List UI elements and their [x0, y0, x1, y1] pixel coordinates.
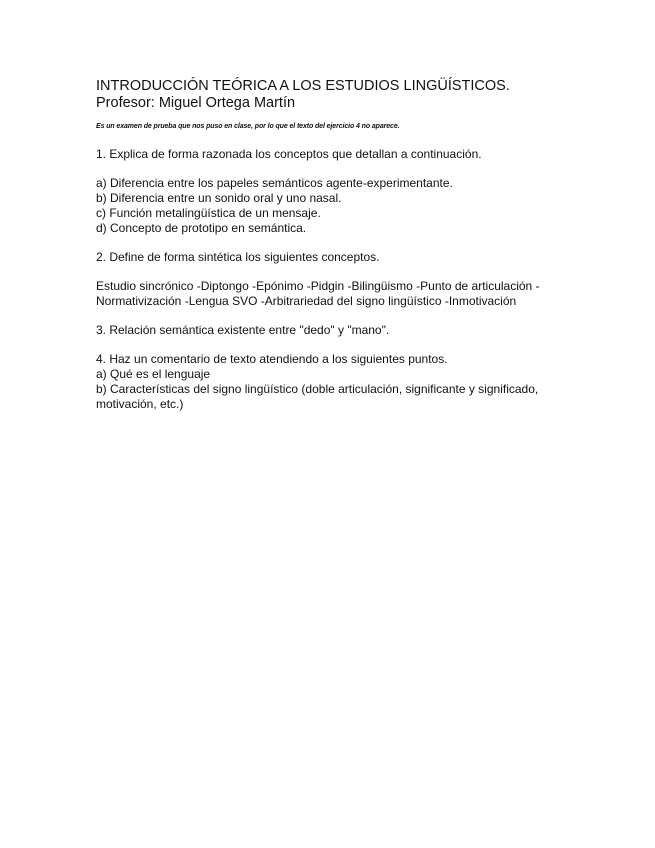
- spacer: [96, 265, 596, 279]
- question-1-item-a: a) Diferencia entre los papeles semánticos agente-experimentante.: [96, 176, 453, 190]
- exam-document: [96, 78, 596, 412]
- question-2: 2. Define de forma sintética los siguientes conceptos.: [96, 250, 380, 264]
- spacer: [96, 338, 596, 352]
- question-4-item-b: b) Características del signo lingüístico (doble articulación, significante y significado, motivación, etc.): [96, 382, 539, 411]
- question-3: 3. Relación semántica existente entre "dedo" y "mano".: [96, 323, 390, 337]
- question-4: 4. Haz un comentario de texto atendiendo a los siguientes puntos.: [96, 352, 448, 366]
- question-1-item-c: c) Función metalingüística de un mensaje.: [96, 206, 321, 220]
- exam-note: Es un examen de prueba que nos puso en clase, por lo que el texto del ejercicio 4 no aparece.: [96, 123, 400, 130]
- question-4-item-a: a) Qué es el lenguaje: [96, 367, 211, 381]
- professor-line: Profesor: Miguel Ortega Martín: [96, 95, 296, 111]
- course-title: INTRODUCCIÓN TEÓRICA A LOS ESTUDIOS LINGÜÍSTICOS.: [96, 78, 510, 94]
- question-1: 1. Explica de forma razonada los conceptos que detallan a continuación.: [96, 147, 482, 161]
- question-1-item-b: b) Diferencia entre un sonido oral y uno nasal.: [96, 191, 342, 205]
- question-2-concepts: Estudio sincrónico -Diptongo -Epónimo -Pidgin -Bilingüismo -Punto de articulación -Normativización -Lengua SVO -Arbitrariedad del signo lingüístico -Inmotivación: [96, 279, 540, 308]
- spacer: [96, 309, 596, 323]
- question-1-item-d: d) Concepto de prototipo en semántica.: [96, 221, 307, 235]
- spacer: [96, 162, 596, 176]
- spacer: [96, 236, 596, 250]
